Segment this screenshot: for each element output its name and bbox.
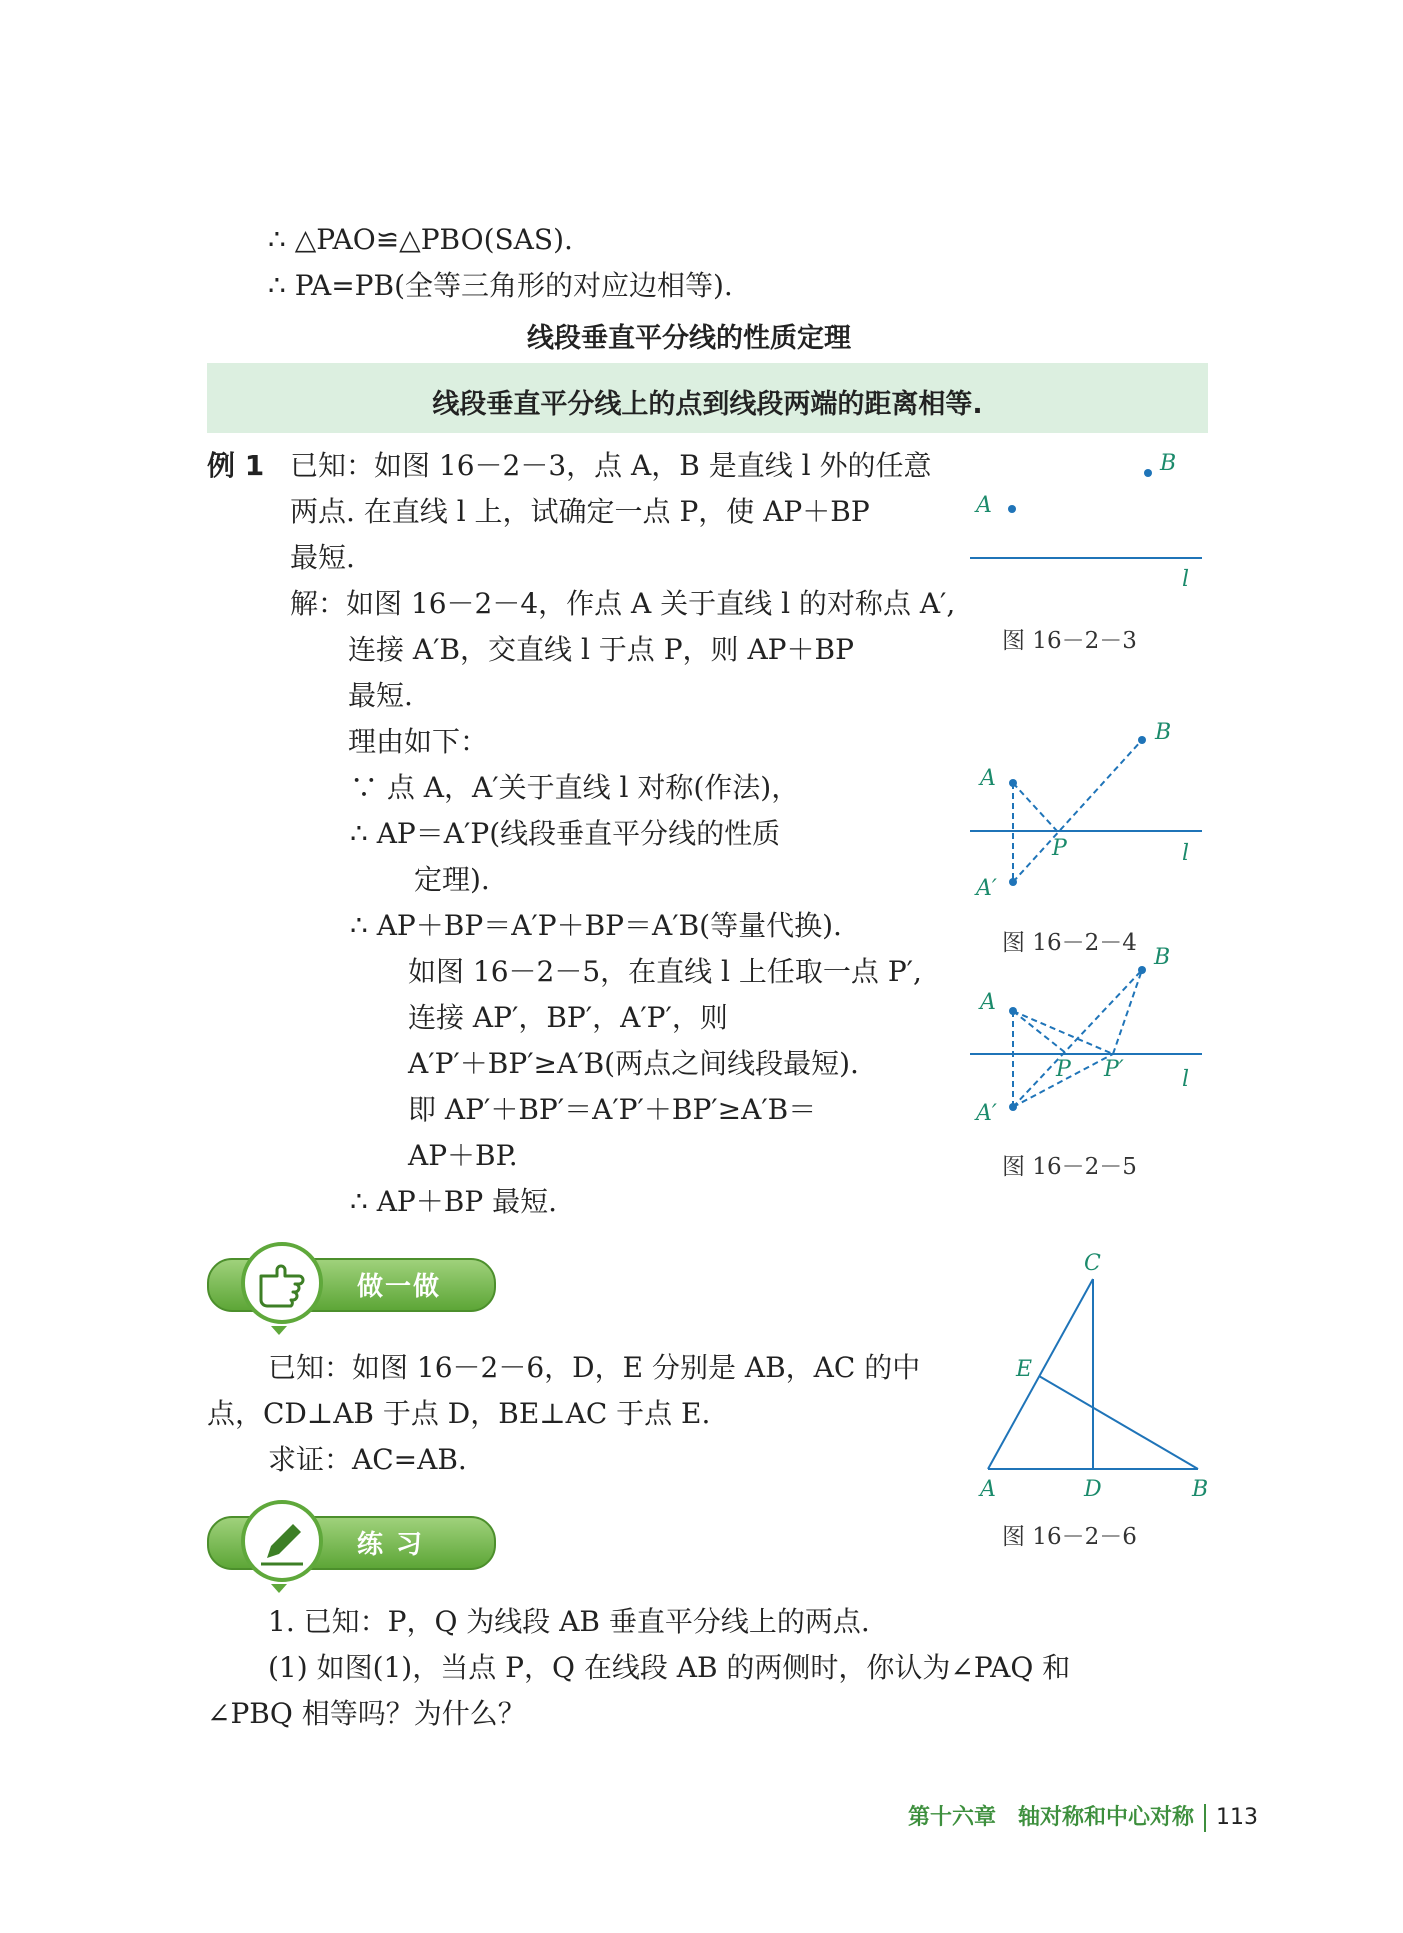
label-d: D	[1084, 1477, 1102, 1500]
activity-line: 点，CD⊥AB 于点 D，BE⊥AC 于点 E.	[207, 1397, 711, 1430]
point-a	[1008, 505, 1016, 513]
proof-line-1: ∴ △PAO≌△PBO(SAS).	[268, 223, 573, 256]
pencil-icon	[245, 1504, 319, 1578]
segment-b-e	[1039, 1376, 1198, 1469]
point-b	[1138, 736, 1146, 744]
activity-badge	[207, 1242, 497, 1342]
activity-badge-label: 做一做	[357, 1272, 442, 1302]
example-problem-line: 最短.	[290, 541, 355, 574]
activity-line: 已知：如图 16－2－6，D，E 分别是 AB，AC 的中	[268, 1351, 921, 1384]
point-b	[1138, 966, 1146, 974]
figure-caption: 图 16－2－6	[1002, 1524, 1137, 1550]
solution-line: ∵ 点 A，A′关于直线 l 对称(作法)，	[350, 771, 800, 804]
hand-icon	[245, 1246, 319, 1320]
proof-line-2: ∴ PA=PB(全等三角形的对应边相等).	[268, 269, 733, 302]
practice-line: 1. 已知：P，Q 为线段 AB 垂直平分线上的两点.	[268, 1605, 870, 1638]
label-a-prime: A′	[976, 1101, 997, 1126]
solution-line: 解：如图 16－2－4，作点 A 关于直线 l 的对称点 A′,	[290, 587, 956, 620]
figure-16-2-6	[960, 1240, 1220, 1500]
solution-line: ∴ AP＋BP 最短.	[350, 1185, 557, 1218]
figure-caption: 图 16－2－5	[1002, 1154, 1137, 1180]
label-l: l	[1182, 1067, 1190, 1092]
label-b: B	[1192, 1477, 1209, 1500]
figure-caption: 图 16－2－3	[1002, 628, 1137, 654]
page-footer	[908, 1800, 1258, 1832]
label-l: l	[1182, 841, 1190, 866]
label-a-prime: A′	[976, 876, 997, 901]
practice-line: (1) 如图(1)，当点 P，Q 在线段 AB 的两侧时，你认为∠PAQ 和	[268, 1651, 1071, 1684]
solution-line: 连接 AP′，BP′，A′P′，则	[408, 1001, 728, 1034]
figure-caption: 图 16－2－4	[1002, 930, 1137, 956]
label-l: l	[1182, 567, 1190, 590]
page-number: 113	[1216, 1805, 1258, 1830]
label-a: A	[980, 1477, 996, 1500]
point-a-prime	[1009, 1103, 1017, 1111]
label-e: E	[1016, 1357, 1033, 1382]
segment-a-c	[988, 1279, 1093, 1469]
segment-a-p	[1013, 1011, 1067, 1054]
theorem-statement: 线段垂直平分线上的点到线段两端的距离相等.	[432, 389, 983, 420]
figure-16-2-3	[960, 440, 1220, 590]
figure-16-2-5	[960, 940, 1220, 1130]
label-p: P	[1052, 836, 1067, 861]
practice-line: ∠PBQ 相等吗？为什么？	[207, 1697, 526, 1730]
label-a: A	[980, 990, 996, 1015]
label-a: A	[980, 766, 996, 791]
label-p-prime: P′	[1104, 1057, 1124, 1082]
figure-16-2-4	[960, 715, 1220, 905]
label-p: P	[1056, 1057, 1071, 1082]
example-label: 例 1	[207, 449, 265, 482]
solution-line: 如图 16－2－5，在直线 l 上任取一点 P′,	[408, 955, 922, 988]
segment-c-b	[1093, 1279, 1198, 1469]
theorem-title: 线段垂直平分线的性质定理	[527, 323, 851, 354]
point-a	[1009, 779, 1017, 787]
example-problem-line: 已知：如图 16－2－3，点 A，B 是直线 l 外的任意	[290, 449, 932, 482]
label-a: A	[976, 493, 992, 518]
segment-p-prime-b	[1113, 970, 1142, 1054]
activity-line: 求证：AC=AB.	[268, 1443, 467, 1476]
label-c: C	[1084, 1251, 1101, 1276]
example-problem-line: 两点. 在直线 l 上，试确定一点 P，使 AP＋BP	[290, 495, 870, 528]
label-b: B	[1160, 451, 1177, 476]
point-a	[1009, 1007, 1017, 1015]
point-b	[1144, 469, 1152, 477]
solution-line: A′P′＋BP′≥A′B(两点之间线段最短).	[408, 1047, 859, 1080]
segment-a-prime-b	[1013, 740, 1142, 882]
label-b: B	[1154, 945, 1171, 970]
segment-a-prime-b	[1013, 970, 1142, 1107]
solution-line: ∴ AP＝A′P(线段垂直平分线的性质	[350, 817, 781, 850]
solution-line: 连接 A′B，交直线 l 于点 P，则 AP＋BP	[348, 633, 854, 666]
solution-line: 理由如下：	[348, 725, 489, 758]
chapter-title: 第十六章 轴对称和中心对称	[907, 1805, 1194, 1830]
solution-line: 即 AP′＋BP′＝A′P′＋BP′≥A′B＝	[408, 1093, 817, 1126]
practice-badge	[207, 1500, 497, 1600]
label-b: B	[1155, 720, 1172, 745]
practice-badge-label: 练 习	[357, 1530, 425, 1560]
solution-line: 最短.	[348, 679, 413, 712]
solution-line: ∴ AP＋BP＝A′P＋BP＝A′B(等量代换).	[350, 909, 842, 942]
theorem-box	[207, 363, 1208, 433]
point-a-prime	[1009, 878, 1017, 886]
segment-a-p	[1013, 783, 1057, 831]
solution-line: 定理).	[414, 863, 490, 896]
solution-line: AP＋BP.	[408, 1139, 518, 1172]
